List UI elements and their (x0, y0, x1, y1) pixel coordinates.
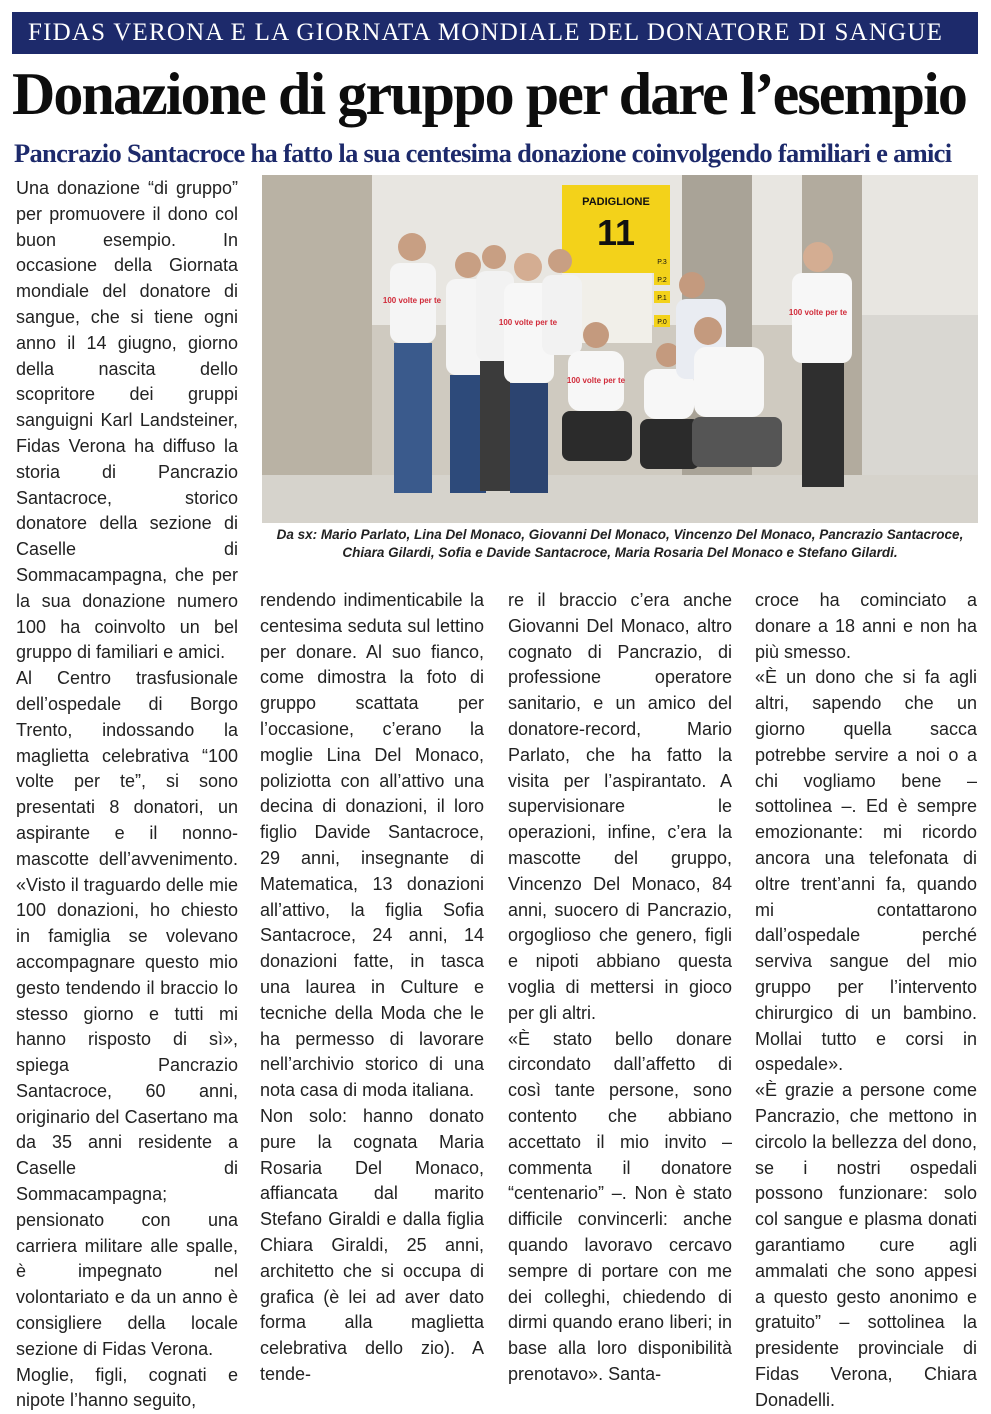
floor (262, 475, 978, 523)
shirt-print: 100 volte per te (382, 296, 442, 305)
photo-caption: Da sx: Mario Parlato, Lina Del Monaco, Giovanni Del Monaco, Vincenzo Del Monaco, Pancrazio Santacroce, Chiara Gilardi, Sofia e Davide Santacroce, Maria Rosaria Del Monaco e Stefano Gilardi. (276, 527, 964, 560)
floor-label: P.2 (657, 277, 667, 284)
shirt-print: 100 volte per te (788, 308, 848, 317)
group-photo-illustration (262, 175, 978, 523)
person (390, 233, 436, 493)
article-column-3 (508, 588, 732, 1386)
paragraph: Non solo: hanno donato pure la cognata Maria Rosaria Del Monaco, affiancata dal marito Stefano Giraldi e dalla figlia Chiara Giraldi, 25 anni, architetto che si occupa di grafica (è lei ad aver dato forma alla maglietta celebrativa dello zio). A tende- (260, 1105, 484, 1384)
subheadline: Pancrazio Santacroce ha fatto la sua centesima donazione coinvolgendo familiari e amici (14, 138, 952, 168)
paragraph: Una donazione “di gruppo” per promuovere il dono col buon esempio. In occasione della Giornata mondiale del donatore di sangue, che si tiene ogni anno il 14 giugno, giorno della nascita dello scopritore dei gruppi sanguigni Karl Landsteiner, Fidas Verona ha diffuso la storia di Pancrazio Santacroce, storico donatore della sezione di Caselle di Sommacampagna, che per la sua donazione numero 100 ha coinvolto un bel gruppo di familiari e amici. (16, 178, 238, 663)
paragraph: re il braccio c’era anche Giovanni Del Monaco, altro cognato di Pancrazio, di professione operatore sanitario, e un amico del donatore-record, Mario Parlato, che ha fatto la visita per l’aspirantato. A supervisionare le operazioni, infine, c’era la mascotte del gruppo, Vincenzo Del Monaco, 84 anni, suocero di Pancrazio, orgoglioso che genero, figli e nipoti abbiano questa voglia di mettersi in gioco per gli altri. (508, 590, 732, 1023)
paragraph: Moglie, figli, cognati e nipote l’hanno seguito, (16, 1364, 238, 1411)
sign-label: PADIGLIONE (582, 196, 650, 208)
paragraph: rendendo indimenticabile la centesima seduta sul lettino per donare. Al suo fianco, come dimostra la foto di gruppo scattata per l’occasione, c’erano la moglie Lina Del Monaco, poliziotta con all’attivo una decina di donazioni, il loro figlio Davide Santacroce, 29 anni, insegnante di Matematica, 13 donazioni all’attivo, la figlia Sofia Santacroce, 24 anni, 14 donazioni fatte, in tasca una laurea in Culture e tecniche della Moda che le ha permesso di lavorare nell’archivio storico di una nota casa di moda italiana. (260, 590, 484, 1101)
floor-label: P.3 (657, 259, 667, 266)
left-wall (262, 175, 372, 523)
article-column-4 (755, 588, 977, 1410)
article-column-2 (260, 588, 484, 1386)
shirt-print: 100 volte per te (566, 376, 626, 385)
paragraph: «È un dono che si fa agli altri, sapendo che un giorno quella sacca potrebbe servire a noi o a chi vogliamo bene – sottolinea –. Ed è sempre emozionante: mi ricordo ancora una telefonata di oltre trent’anni fa, quando mi contattarono dall’ospedale perché serviva sangue del mio gruppo per l’intervento chirurgico di un bambino. Mollai tutto e corsi in ospedale». (755, 667, 977, 1075)
kicker-banner: FIDAS VERONA E LA GIORNATA MONDIALE DEL DONATORE DI SANGUE (12, 12, 978, 54)
floor-label: P.1 (657, 295, 667, 302)
paragraph: «È stato bello donare circondato dall’affetto di così tante persone, sono contento che abbiano accettato il mio invito – commenta il donatore “centenario” –. Non è stato difficile convincerli: anche quando lavoravo cercavo sempre di portare con me dei colleghi, chiedendo di dirmi quando erano liberi; in base alla loro disponibilità prenotavo». Santa- (508, 1028, 732, 1384)
paragraph: «È grazie a persone come Pancrazio, che mettono in circolo la bellezza del dono, se i nostri ospedali possono funzionare: solo col sangue e plasma donati garantiamo cure agli ammalati che sono appesi a questo gesto anonimo e gratuito” – sottolinea la presidente provinciale di Fidas Verona, Chiara Donadelli. (755, 1080, 977, 1410)
headline: Donazione di gruppo per dare l’esempio (12, 61, 966, 127)
shirt-print: 100 volte per te (498, 318, 558, 327)
paragraph: Al Centro trasfusionale dell’ospedale di Borgo Trento, indossando la maglietta celebrativa “100 volte per te”, si sono presentati 8 donatori, un aspirante e il nonno-mascotte dell’avvenimento. «Visto il traguardo delle mie 100 donazioni, ho chiesto in famiglia se volevano accompagnare questo mio gesto tendendo il braccio lo stesso giorno e tutti mi hanno risposto di sì», spiega Pancrazio Santacroce, 60 anni, originario del Casertano ma da 35 anni residente a Caselle di Sommacampagna; pensionato con una carriera militare alle spalle, è impegnato nel volontariato e da un anno è consigliere della locale sezione di Fidas Verona. (16, 668, 238, 1359)
article-column-1 (16, 176, 238, 1411)
group-photo (262, 175, 978, 523)
floor-label: P.0 (657, 319, 667, 326)
sign-number: 11 (596, 212, 636, 253)
paragraph: croce ha cominciato a donare a 18 anni e non ha più smesso. (755, 590, 977, 662)
